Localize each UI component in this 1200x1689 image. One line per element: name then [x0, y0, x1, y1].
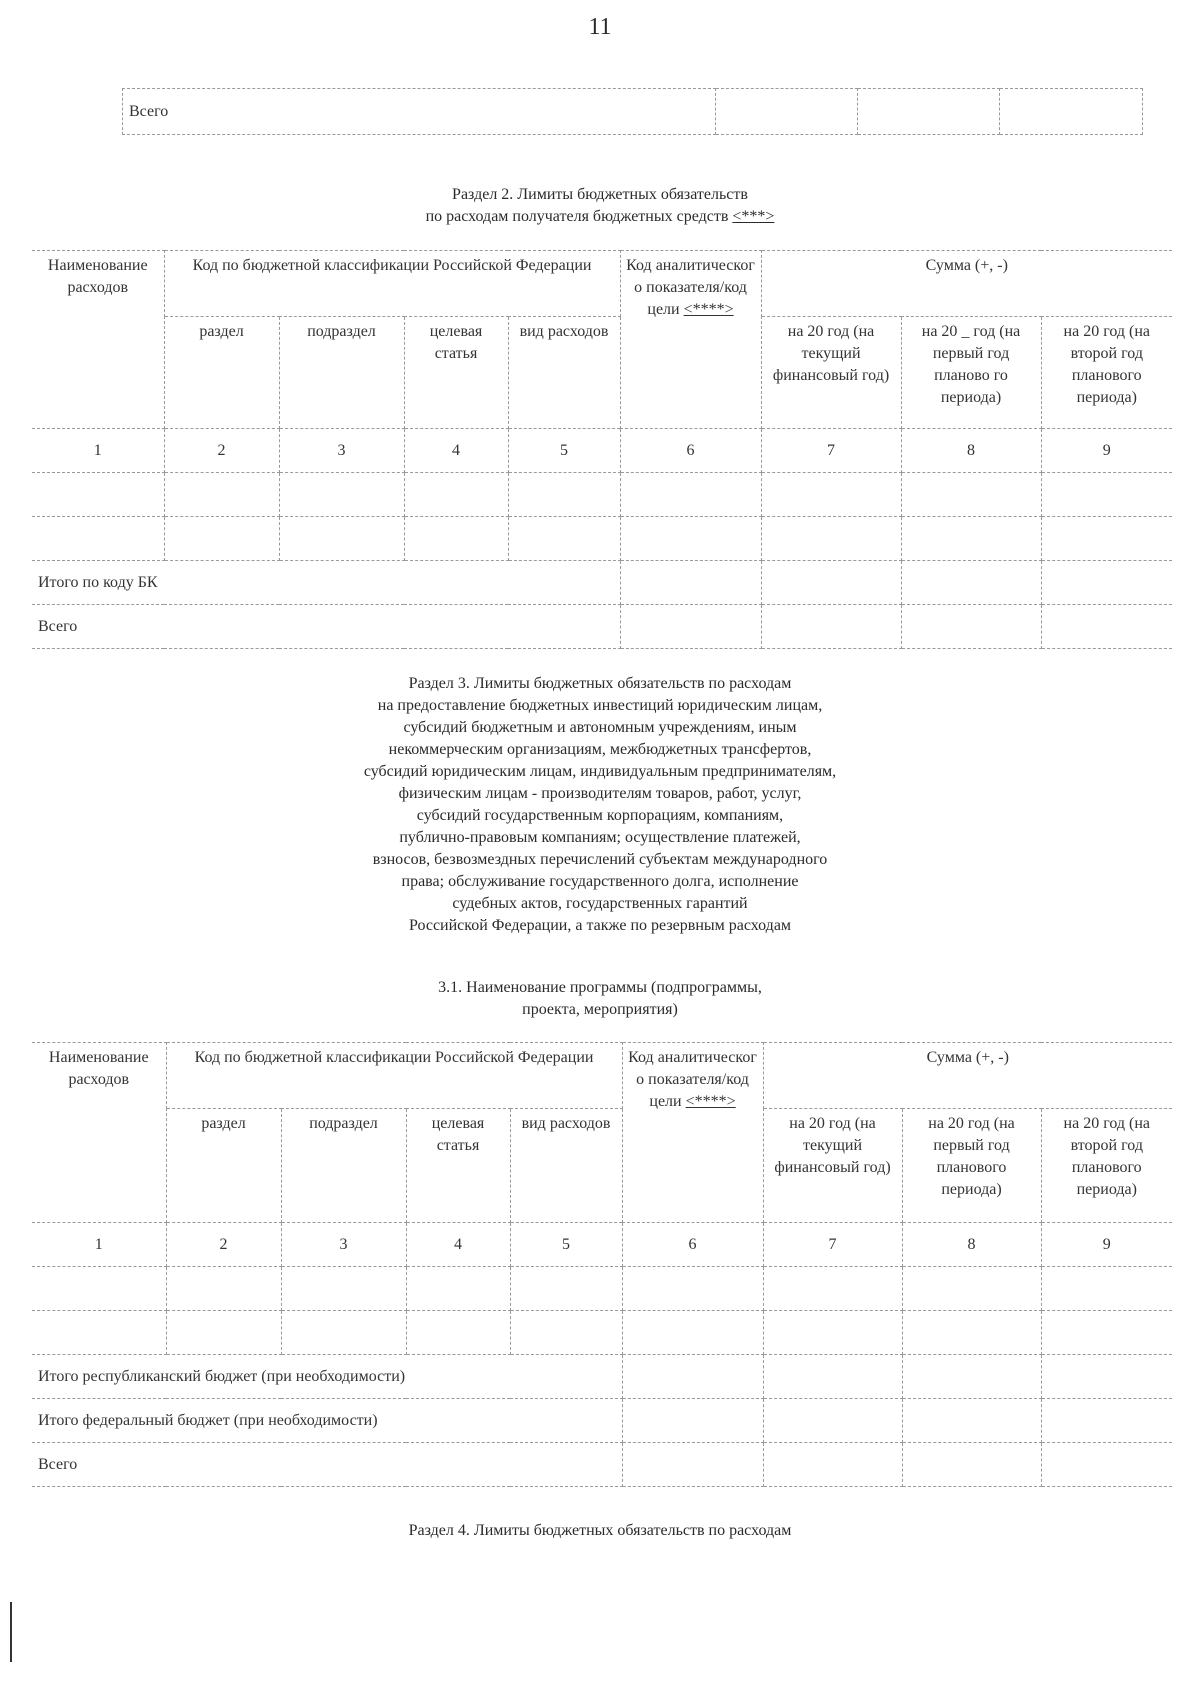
- top-total-table: [122, 88, 1143, 135]
- section3-heading-line: субсидий юридическим лицам, индивидуальным предпринимателям,: [363, 763, 837, 780]
- s3-colnum-8: 8: [902, 1223, 1041, 1267]
- s3-colnum-2: 2: [166, 1223, 281, 1267]
- section3-heading-line: субсидий государственным корпорациям, компаниям,: [416, 807, 784, 824]
- s3-header-sum: Сумма (+, -): [763, 1043, 1172, 1109]
- section3-heading-line: взносов, безвозмездных перечислений субъектам международного: [372, 851, 828, 868]
- s3-colnum-6: 6: [622, 1223, 763, 1267]
- s2-header-year-second: на 20 год (на второй год планового периода): [1041, 317, 1172, 429]
- s2-header-expense-type: вид расходов: [508, 317, 620, 429]
- section2-heading: [0, 184, 1200, 228]
- section2-heading-line-2: по расходам получателя бюджетных средств <***>: [425, 208, 775, 225]
- s3-empty-row: [32, 1311, 1172, 1355]
- s3-colnum-5: 5: [510, 1223, 622, 1267]
- s2-empty-row: [32, 473, 1172, 517]
- s3-header-target: целевая статья: [406, 1109, 510, 1223]
- s2-header-sum: Сумма (+, -): [761, 251, 1172, 317]
- margin-mark: [10, 1602, 12, 1662]
- s2-colnum-4: 4: [404, 429, 508, 473]
- section2-table: [32, 250, 1172, 649]
- s3-header-year-first: на 20 год (на первый год планового периода): [902, 1109, 1041, 1223]
- s2-colnum-5: 5: [508, 429, 620, 473]
- s2-colnum-8: 8: [901, 429, 1041, 473]
- section3-heading-line: судебных актов, государственных гарантий: [452, 895, 748, 912]
- s3-colnum-1: 1: [32, 1223, 166, 1267]
- section3-heading-line: на предоставление бюджетных инвестиций юридическим лицам,: [377, 697, 823, 714]
- s2-empty-row: [32, 517, 1172, 561]
- s2-header-podrazdel: подраздел: [279, 317, 404, 429]
- s2-header-name: Наименование расходов: [32, 251, 164, 429]
- section2-heading-ref: <***>: [732, 208, 775, 225]
- s2-header-analytic: Код аналитическог о показателя/код цели <****>: [620, 251, 761, 429]
- s2-header-bk-code: Код по бюджетной классификации Российской Федерации: [164, 251, 620, 317]
- s3-colnum-7: 7: [763, 1223, 902, 1267]
- top-total-cell-3: [1000, 89, 1143, 135]
- s3-empty-row: [32, 1267, 1172, 1311]
- section3-table: [32, 1042, 1172, 1487]
- top-total-cell-1: [716, 89, 858, 135]
- section3-subheading-line: 3.1. Наименование программы (подпрограммы,: [438, 979, 762, 996]
- s3-header-podrazdel: подраздел: [281, 1109, 406, 1223]
- s2-total-bk-label: Итого по коду БК: [32, 561, 620, 605]
- s2-header-year-first: на 20 _ год (на первый год планово го периода): [901, 317, 1041, 429]
- s2-total-label: Всего: [32, 605, 620, 649]
- s2-colnum-2: 2: [164, 429, 279, 473]
- s2-colnum-6: 6: [620, 429, 761, 473]
- s3-total-label: Всего: [32, 1443, 622, 1487]
- s3-header-bk-code: Код по бюджетной классификации Российской Федерации: [166, 1043, 622, 1109]
- s2-header-target: целевая статья: [404, 317, 508, 429]
- section3-heading: [0, 673, 1200, 937]
- s3-header-razdel: раздел: [166, 1109, 281, 1223]
- s3-analytic-ref: <****>: [685, 1093, 736, 1110]
- s3-total-federal-label: Итого федеральный бюджет (при необходимости): [32, 1399, 622, 1443]
- s3-header-analytic: Код аналитическог о показателя/код цели <****>: [622, 1043, 763, 1223]
- s2-analytic-ref: <****>: [683, 301, 734, 318]
- top-total-cell-2: [858, 89, 1000, 135]
- s3-header-name: Наименование расходов: [32, 1043, 166, 1223]
- s2-header-razdel: раздел: [164, 317, 279, 429]
- s3-colnum-4: 4: [406, 1223, 510, 1267]
- section3-heading-line: Российской Федерации, а также по резервным расходам: [408, 917, 792, 934]
- page-number: 11: [588, 14, 612, 40]
- s3-colnum-3: 3: [281, 1223, 406, 1267]
- s3-header-year-second: на 20 год (на второй год планового периода): [1041, 1109, 1172, 1223]
- section3-heading-line: права; обслуживание государственного долга, исполнение: [401, 873, 799, 890]
- s2-colnum-7: 7: [761, 429, 901, 473]
- section4-heading: Раздел 4. Лимиты бюджетных обязательств по расходам: [408, 1522, 792, 1539]
- s2-colnum-9: 9: [1041, 429, 1172, 473]
- section3-heading-line: Раздел 3. Лимиты бюджетных обязательств по расходам: [408, 675, 792, 692]
- section2-heading-line-1: Раздел 2. Лимиты бюджетных обязательств: [452, 186, 748, 203]
- s3-total-republic-label: Итого республиканский бюджет (при необходимости): [32, 1355, 622, 1399]
- section3-subheading: [0, 977, 1200, 1021]
- s2-header-year-current: на 20 год (на текущий финансовый год): [761, 317, 901, 429]
- top-total-label: Всего: [123, 89, 716, 135]
- s2-colnum-1: 1: [32, 429, 164, 473]
- section3-subheading-line: проекта, мероприятия): [522, 1001, 678, 1018]
- section3-heading-line: публично-правовым компаниям; осуществление платежей,: [399, 829, 801, 846]
- s2-colnum-3: 3: [279, 429, 404, 473]
- s3-header-expense-type: вид расходов: [510, 1109, 622, 1223]
- s3-header-year-current: на 20 год (на текущий финансовый год): [763, 1109, 902, 1223]
- section3-heading-line: некоммерческим организациям, межбюджетных трансфертов,: [388, 741, 812, 758]
- section3-heading-line: физическим лицам - производителям товаров, работ, услуг,: [398, 785, 802, 802]
- section3-heading-line: субсидий бюджетным и автономным учреждениям, иным: [403, 719, 797, 736]
- s3-colnum-9: 9: [1041, 1223, 1172, 1267]
